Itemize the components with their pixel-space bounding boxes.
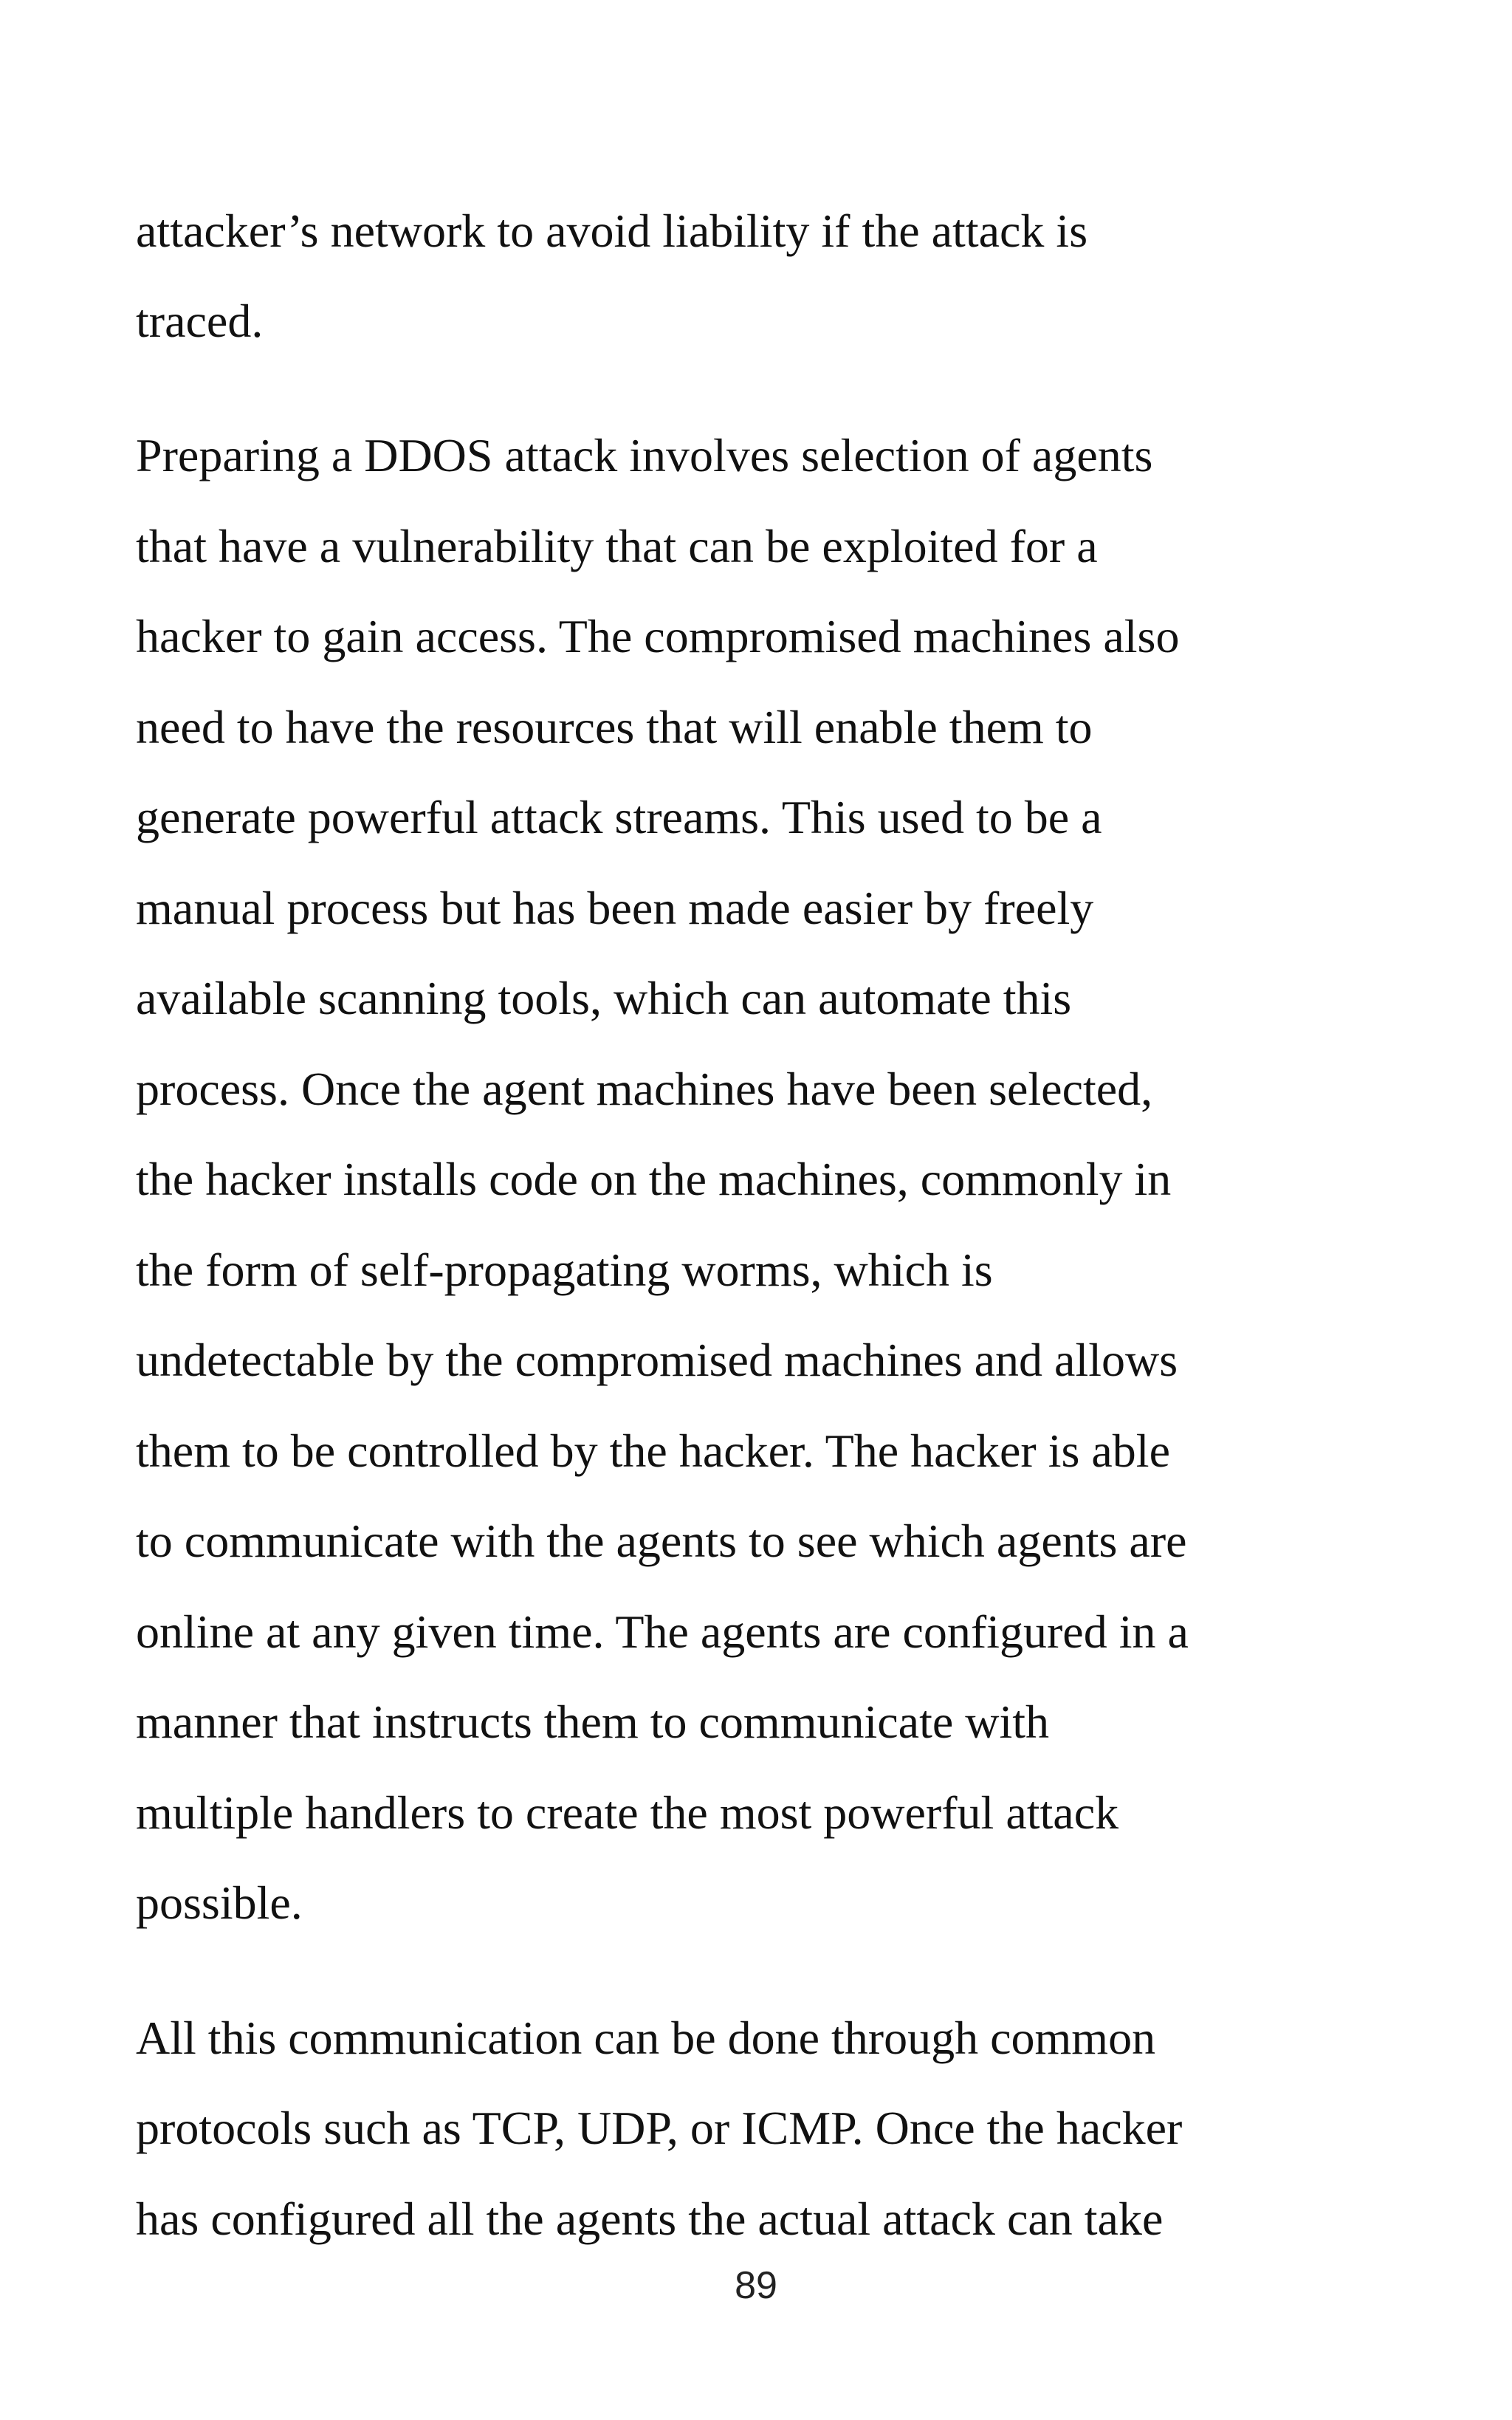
text-line: traced.: [136, 295, 264, 347]
text-line: possible.: [136, 1876, 303, 1929]
text-line: manner that instructs them to communicate with: [136, 1696, 1050, 1748]
text-line: manual process but has been made easier by freely: [136, 882, 1094, 934]
text-line: the hacker installs code on the machines, commonly in: [136, 1153, 1172, 1205]
text-line: process. Once the agent machines have been selected,: [136, 1063, 1153, 1115]
text-line: attacker’s network to avoid liability if the attack is: [136, 205, 1088, 257]
text-line: hacker to gain access. The compromised machines also: [136, 610, 1180, 662]
text-line: undetectable by the compromised machines and allows: [136, 1334, 1178, 1386]
text-line: them to be controlled by the hacker. The hacker is able: [136, 1425, 1170, 1477]
text-line: available scanning tools, which can automate this: [136, 972, 1072, 1024]
text-line: that have a vulnerability that can be exploited for a: [136, 520, 1098, 572]
text-line: to communicate with the agents to see which agents are: [136, 1515, 1187, 1567]
text-line: generate powerful attack streams. This used to be a: [136, 791, 1102, 843]
text-line: online at any given time. The agents are configured in a: [136, 1605, 1189, 1658]
text-line: protocols such as TCP, UDP, or ICMP. Once the hacker: [136, 2102, 1183, 2154]
text-line: Preparing a DDOS attack involves selection of agents: [136, 429, 1153, 481]
text-line: All this communication can be done through common: [136, 2012, 1156, 2064]
page-number: 89: [735, 2264, 777, 2307]
text-line: has configured all the agents the actual attack can take: [136, 2193, 1164, 2245]
text-line: multiple handlers to create the most powerful attack: [136, 1786, 1119, 1839]
text-line: need to have the resources that will enable them to: [136, 701, 1093, 753]
text-line: the form of self-propagating worms, which is: [136, 1244, 993, 1296]
